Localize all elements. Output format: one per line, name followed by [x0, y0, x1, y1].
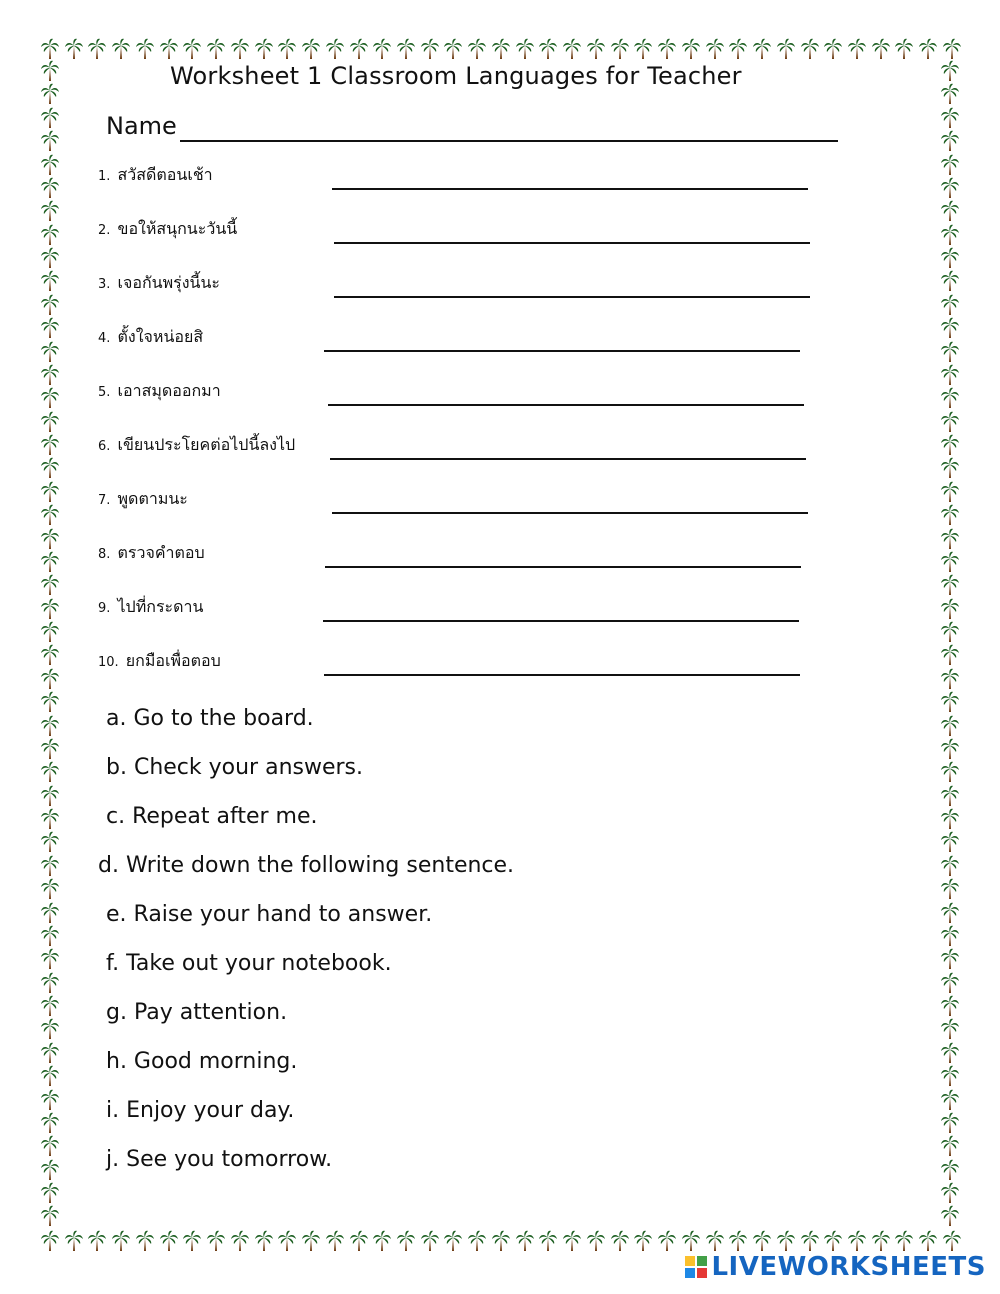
palm-tree-icon [40, 785, 60, 807]
palm-tree-icon [40, 60, 60, 82]
answer-line[interactable] [330, 458, 806, 460]
palm-tree-icon [372, 38, 392, 60]
palm-tree-icon [40, 411, 60, 433]
palm-tree-icon [40, 1089, 60, 1111]
question-text: 1. สวัสดีตอนเช้า [98, 165, 213, 184]
palm-tree-icon [823, 1230, 843, 1252]
palm-tree-icon [40, 761, 60, 783]
palm-tree-icon [894, 38, 914, 60]
palm-tree-icon [728, 38, 748, 60]
palm-tree-icon [918, 38, 938, 60]
palm-tree-icon [206, 1230, 226, 1252]
palm-tree-icon [940, 1042, 960, 1064]
answer-line[interactable] [332, 188, 808, 190]
answer-line[interactable] [325, 566, 801, 568]
answer-option-j[interactable]: j. See you tomorrow. [106, 1147, 333, 1172]
liveworksheets-logo-text: LIVEWORKSHEETS [711, 1252, 986, 1282]
palm-tree-icon [940, 504, 960, 526]
palm-tree-icon [491, 38, 511, 60]
palm-tree-icon [40, 808, 60, 830]
question-row [98, 372, 818, 412]
palm-tree-icon [135, 38, 155, 60]
question-text: 2. ขอให้สนุกนะวันนี้ [98, 219, 238, 238]
palm-tree-icon [40, 224, 60, 246]
palm-tree-icon [776, 38, 796, 60]
palm-tree-icon [940, 457, 960, 479]
palm-tree-icon [562, 38, 582, 60]
palm-tree-icon [940, 177, 960, 199]
palm-tree-icon [182, 38, 202, 60]
palm-tree-icon [40, 715, 60, 737]
palm-tree-icon [705, 1230, 725, 1252]
palm-tree-icon [657, 38, 677, 60]
palm-tree-icon [610, 38, 630, 60]
palm-tree-icon [940, 574, 960, 596]
palm-tree-icon [301, 38, 321, 60]
palm-tree-icon [420, 1230, 440, 1252]
palm-tree-icon [705, 38, 725, 60]
palm-tree-icon [940, 341, 960, 363]
palm-tree-icon [940, 60, 960, 82]
palm-tree-icon [538, 1230, 558, 1252]
palm-tree-icon [420, 38, 440, 60]
palm-tree-icon [940, 364, 960, 386]
palm-tree-icon [277, 1230, 297, 1252]
question-row [98, 642, 818, 682]
palm-tree-icon [681, 38, 701, 60]
palm-tree-icon [277, 38, 297, 60]
palm-tree-icon [940, 738, 960, 760]
palm-tree-icon [940, 1089, 960, 1111]
palm-tree-icon [940, 1135, 960, 1157]
question-row [98, 588, 818, 628]
palm-tree-icon [159, 1230, 179, 1252]
palm-tree-icon [940, 1182, 960, 1204]
palm-tree-icon [515, 1230, 535, 1252]
palm-tree-icon [491, 1230, 511, 1252]
question-row [98, 480, 818, 520]
palm-tree-icon [40, 1112, 60, 1134]
answer-line[interactable] [332, 512, 808, 514]
palm-tree-icon [40, 668, 60, 690]
palm-border-right [940, 60, 960, 1228]
palm-tree-icon [847, 38, 867, 60]
palm-tree-icon [325, 38, 345, 60]
palm-tree-icon [657, 1230, 677, 1252]
question-text: 6. เขียนประโยคต่อไปนี้ลงไป [98, 435, 296, 454]
palm-tree-icon [752, 38, 772, 60]
answer-option-e[interactable]: e. Raise your hand to answer. [106, 902, 433, 927]
answer-option-f[interactable]: f. Take out your notebook. [106, 951, 392, 976]
question-row [98, 210, 818, 250]
palm-tree-icon [940, 434, 960, 456]
palm-tree-icon [467, 1230, 487, 1252]
palm-tree-icon [940, 691, 960, 713]
question-row [98, 264, 818, 304]
question-text: 9. ไปที่กระดาน [98, 597, 204, 616]
question-text: 10. ยกมือเพื่อตอบ [98, 651, 221, 670]
palm-tree-icon [40, 457, 60, 479]
answer-option-c[interactable]: c. Repeat after me. [106, 804, 318, 829]
palm-tree-icon [562, 1230, 582, 1252]
palm-tree-icon [40, 434, 60, 456]
palm-tree-icon [396, 1230, 416, 1252]
palm-tree-icon [940, 808, 960, 830]
palm-tree-icon [538, 38, 558, 60]
palm-tree-icon [894, 1230, 914, 1252]
palm-tree-icon [940, 130, 960, 152]
palm-tree-icon [940, 761, 960, 783]
palm-tree-icon [40, 855, 60, 877]
palm-tree-icon [40, 294, 60, 316]
palm-tree-icon [633, 38, 653, 60]
name-label: Name [106, 112, 177, 140]
palm-tree-icon [396, 38, 416, 60]
palm-tree-icon [40, 341, 60, 363]
question-row [98, 426, 818, 466]
palm-tree-icon [586, 38, 606, 60]
palm-tree-icon [940, 972, 960, 994]
palm-tree-icon [940, 551, 960, 573]
question-text: 5. เอาสมุดออกมา [98, 381, 221, 400]
question-row [98, 534, 818, 574]
palm-tree-icon [940, 855, 960, 877]
worksheet-title: Worksheet 1 Classroom Languages for Teacher [170, 62, 742, 90]
answer-option-h[interactable]: h. Good morning. [106, 1049, 298, 1074]
palm-border-bottom [40, 1230, 962, 1252]
palm-tree-icon [40, 247, 60, 269]
answer-option-b[interactable]: b. Check your answers. [106, 755, 363, 780]
palm-tree-icon [40, 738, 60, 760]
palm-tree-icon [443, 1230, 463, 1252]
palm-tree-icon [847, 1230, 867, 1252]
palm-tree-icon [40, 154, 60, 176]
palm-tree-icon [940, 1065, 960, 1087]
question-row [98, 156, 818, 196]
palm-tree-icon [40, 364, 60, 386]
palm-tree-icon [823, 38, 843, 60]
palm-tree-icon [940, 294, 960, 316]
palm-tree-icon [40, 1159, 60, 1181]
palm-tree-icon [372, 1230, 392, 1252]
palm-tree-icon [40, 972, 60, 994]
palm-tree-icon [800, 1230, 820, 1252]
palm-tree-icon [940, 715, 960, 737]
answer-option-a[interactable]: a. Go to the board. [106, 706, 314, 731]
palm-tree-icon [40, 878, 60, 900]
palm-tree-icon [40, 644, 60, 666]
name-input-line[interactable] [180, 140, 838, 142]
palm-tree-icon [87, 38, 107, 60]
palm-tree-icon [940, 83, 960, 105]
palm-tree-icon [254, 38, 274, 60]
palm-tree-icon [940, 621, 960, 643]
answer-line[interactable] [334, 242, 810, 244]
palm-tree-icon [40, 200, 60, 222]
palm-tree-icon [940, 995, 960, 1017]
palm-tree-icon [940, 154, 960, 176]
palm-tree-icon [349, 1230, 369, 1252]
palm-tree-icon [40, 1135, 60, 1157]
answer-option-d[interactable]: d. Write down the following sentence. [98, 853, 515, 878]
answer-line[interactable] [324, 350, 800, 352]
palm-tree-icon [40, 1018, 60, 1040]
answer-option-g[interactable]: g. Pay attention. [106, 1000, 288, 1025]
palm-tree-icon [940, 878, 960, 900]
palm-tree-icon [940, 107, 960, 129]
answer-option-i[interactable]: i. Enjoy your day. [106, 1098, 295, 1123]
palm-tree-icon [40, 270, 60, 292]
palm-tree-icon [40, 481, 60, 503]
palm-tree-icon [942, 38, 962, 60]
palm-tree-icon [111, 1230, 131, 1252]
palm-tree-icon [940, 1112, 960, 1134]
palm-tree-icon [800, 38, 820, 60]
palm-tree-icon [230, 38, 250, 60]
palm-tree-icon [40, 902, 60, 924]
palm-tree-icon [871, 1230, 891, 1252]
palm-tree-icon [940, 247, 960, 269]
palm-tree-icon [206, 38, 226, 60]
answer-line[interactable] [334, 296, 810, 298]
palm-tree-icon [111, 38, 131, 60]
palm-tree-icon [64, 1230, 84, 1252]
palm-tree-icon [87, 1230, 107, 1252]
palm-tree-icon [940, 598, 960, 620]
answer-line[interactable] [328, 404, 804, 406]
palm-tree-icon [40, 691, 60, 713]
palm-tree-icon [40, 925, 60, 947]
palm-tree-icon [610, 1230, 630, 1252]
palm-tree-icon [40, 1042, 60, 1064]
palm-tree-icon [40, 621, 60, 643]
palm-tree-icon [40, 831, 60, 853]
palm-tree-icon [940, 644, 960, 666]
palm-tree-icon [254, 1230, 274, 1252]
palm-tree-icon [40, 1230, 60, 1252]
palm-tree-icon [940, 831, 960, 853]
palm-tree-icon [940, 317, 960, 339]
palm-border-left [40, 60, 60, 1228]
palm-tree-icon [40, 130, 60, 152]
palm-tree-icon [940, 785, 960, 807]
palm-tree-icon [940, 902, 960, 924]
palm-tree-icon [940, 200, 960, 222]
question-text: 4. ตั้งใจหน่อยสิ [98, 327, 204, 346]
palm-tree-icon [940, 270, 960, 292]
palm-tree-icon [182, 1230, 202, 1252]
palm-tree-icon [135, 1230, 155, 1252]
palm-tree-icon [443, 38, 463, 60]
palm-tree-icon [40, 948, 60, 970]
palm-tree-icon [940, 528, 960, 550]
palm-tree-icon [633, 1230, 653, 1252]
palm-tree-icon [871, 38, 891, 60]
palm-tree-icon [230, 1230, 250, 1252]
question-text: 8. ตรวจคำตอบ [98, 543, 205, 562]
palm-tree-icon [301, 1230, 321, 1252]
palm-tree-icon [918, 1230, 938, 1252]
palm-tree-icon [776, 1230, 796, 1252]
palm-tree-icon [40, 387, 60, 409]
palm-tree-icon [940, 387, 960, 409]
palm-tree-icon [467, 38, 487, 60]
answer-line[interactable] [324, 674, 800, 676]
palm-tree-icon [940, 1159, 960, 1181]
palm-tree-icon [940, 224, 960, 246]
palm-tree-icon [64, 38, 84, 60]
palm-tree-icon [40, 1205, 60, 1227]
palm-tree-icon [159, 38, 179, 60]
palm-tree-icon [325, 1230, 345, 1252]
palm-tree-icon [515, 38, 535, 60]
palm-tree-icon [40, 317, 60, 339]
palm-tree-icon [40, 107, 60, 129]
palm-tree-icon [40, 38, 60, 60]
palm-tree-icon [40, 177, 60, 199]
palm-tree-icon [40, 574, 60, 596]
palm-tree-icon [940, 668, 960, 690]
palm-tree-icon [940, 925, 960, 947]
liveworksheets-logo-icon [685, 1256, 707, 1278]
question-text: 7. พูดตามนะ [98, 489, 188, 508]
liveworksheets-logo [685, 1252, 986, 1282]
palm-tree-icon [940, 481, 960, 503]
palm-tree-icon [40, 528, 60, 550]
palm-tree-icon [940, 1018, 960, 1040]
palm-tree-icon [40, 1182, 60, 1204]
palm-tree-icon [940, 1205, 960, 1227]
palm-tree-icon [40, 83, 60, 105]
palm-tree-icon [586, 1230, 606, 1252]
palm-tree-icon [349, 38, 369, 60]
palm-tree-icon [40, 551, 60, 573]
question-text: 3. เจอกันพรุ่งนี้นะ [98, 273, 220, 292]
palm-tree-icon [752, 1230, 772, 1252]
question-row [98, 318, 818, 358]
palm-tree-icon [40, 504, 60, 526]
palm-tree-icon [40, 1065, 60, 1087]
palm-tree-icon [942, 1230, 962, 1252]
palm-tree-icon [940, 948, 960, 970]
palm-tree-icon [40, 598, 60, 620]
palm-border-top [40, 38, 962, 60]
palm-tree-icon [940, 411, 960, 433]
palm-tree-icon [681, 1230, 701, 1252]
palm-tree-icon [40, 995, 60, 1017]
palm-tree-icon [728, 1230, 748, 1252]
answer-line[interactable] [323, 620, 799, 622]
